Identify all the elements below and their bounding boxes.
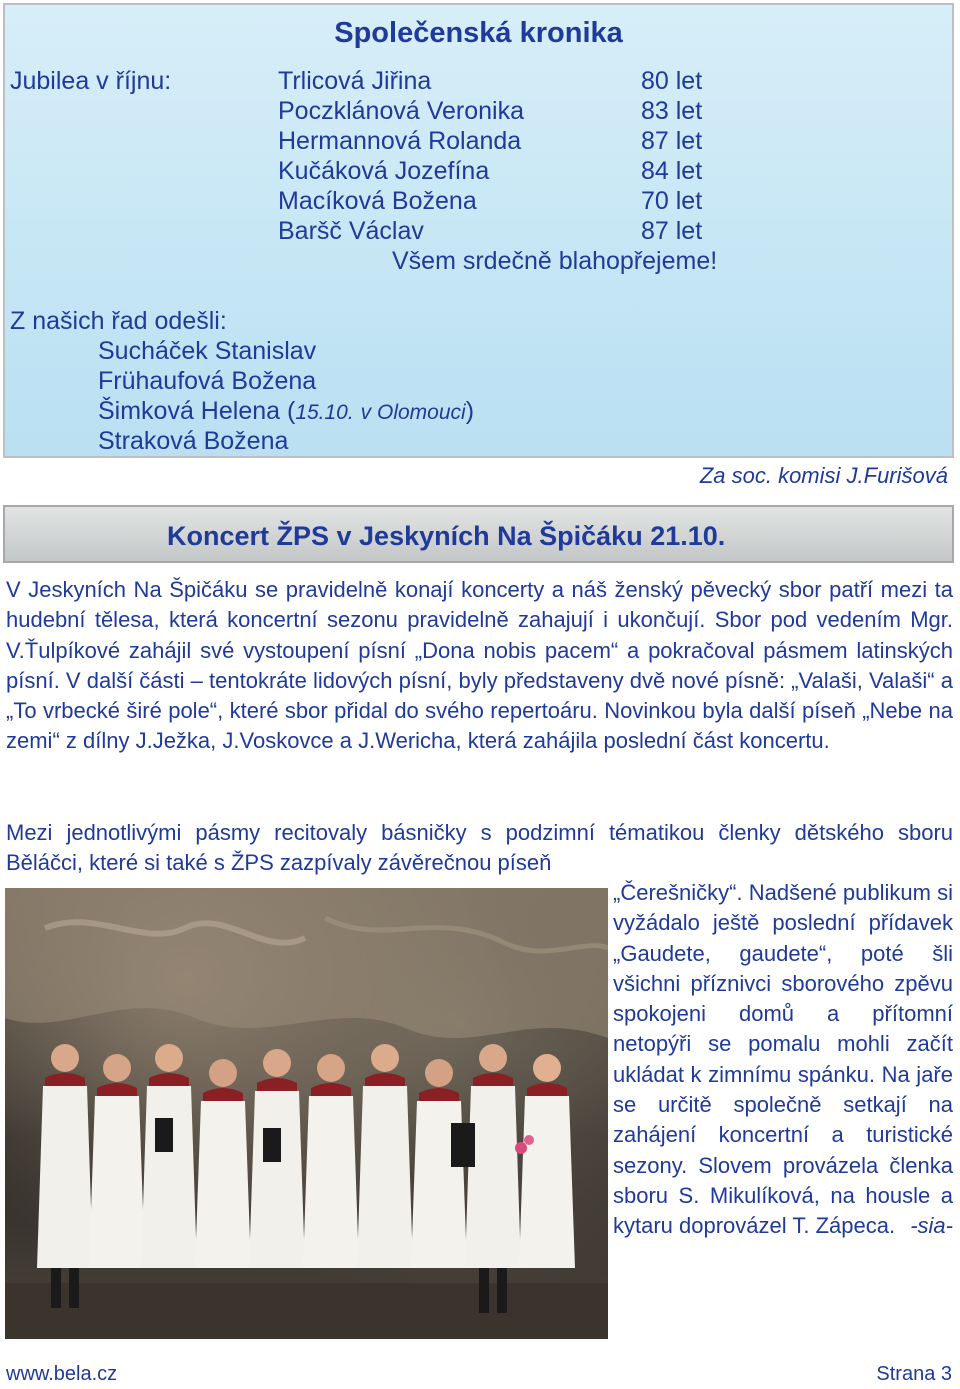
departed-item: Šimková Helena (15.10. v Olomouci) (98, 397, 475, 425)
departed-label: Z našich řad odešli: (10, 307, 227, 335)
jubilee-age: 70 let (641, 187, 703, 215)
jubilee-name: Poczklánová Veronika (278, 97, 524, 125)
congratulations: Všem srdečně blahopřejeme! (392, 247, 718, 275)
author-signature: -sia- (910, 1213, 953, 1239)
jubilee-name: Trlicová Jiřina (278, 67, 432, 95)
departed-name: Straková Božena (98, 427, 289, 455)
article-paragraph-2 (6, 818, 953, 879)
choir-illustration (5, 888, 608, 1339)
footer-url: www.bela.cz (6, 1363, 118, 1385)
page-number: Strana 3 (876, 1363, 952, 1385)
jubilee-age: 84 let (641, 157, 703, 185)
paragraph-text: Mezi jednotlivými pásmy recitovaly básničky s podzimní tématikou členky dětského sboru Běláčci, které si také s ŽPS zazpívaly závěrečnou píseň (6, 820, 953, 876)
jubilee-age: 87 let (641, 217, 703, 245)
choir-photo (5, 888, 608, 1339)
article-paragraph-3 (613, 878, 953, 1242)
departed-note-date: 15.10. (295, 401, 354, 424)
chronicle-title: Společenská kronika (334, 17, 623, 49)
concert-title: Koncert ŽPS v Jeskyních Na Špičáku 21.10. (167, 521, 726, 551)
jubilee-label: Jubilea v říjnu: (10, 67, 172, 95)
article-paragraph-1 (6, 575, 953, 757)
jubilee-age: 87 let (641, 127, 703, 155)
jubilee-age: 80 let (641, 67, 703, 95)
jubilee-name: Baršč Václav (278, 217, 424, 245)
chronicle-signature: Za soc. komisi J.Furišová (699, 463, 948, 488)
departed-note-place: v Olomouci (360, 401, 466, 424)
concert-header (3, 505, 954, 563)
jubilee-age: 83 let (641, 97, 703, 125)
social-chronicle-box (3, 3, 954, 458)
paragraph-text: „Čerešničky“. Nadšené publikum si vyžádalo ještě poslední přídavek „Gaudete, gaudete“, poté šli všichni příznivci sborového zpěvu spokojeni domů a přítomní netopýři se pomalu mohli začít ukládat k zimnímu spánku. Na jaře se určitě společně setkají na zahájení koncertní a turistické sezony. Slovem provázela členka sboru S. Mikulíková, na housle a kytaru doprovázel T. Zápeca. (613, 880, 953, 1239)
jubilee-name: Hermannová Rolanda (278, 127, 522, 155)
jubilee-name: Kučáková Jozefína (278, 157, 490, 185)
jubilee-name: Macíková Božena (278, 187, 477, 215)
departed-name: Frühaufová Božena (98, 367, 317, 395)
paragraph-text: V Jeskyních Na Špičáku se pravidelně konají koncerty a náš ženský pěvecký sbor patří mezi ta hudební tělesa, která koncertní sezonu pravidelně zahajují i ukončují. Sbor pod vedením Mgr. V.Ťulpíkové zahájil své vystoupení písní „Dona nobis pacem“ a pokračoval pásmem latinských písní. V další části – tentokráte lidových písní, byly představeny dvě nové písně: „Valaši, Valaši“ a „To vrbecké širé pole“, které sbor přidal do svého repertoáru. Novinkou byla další píseň „Nebe na zemi“ z dílny J.Ježka, J.Voskovce a J.Wericha, která zahájila poslední část koncertu. (6, 577, 953, 754)
departed-name: Šimková Helena (98, 397, 281, 425)
departed-name: Sucháček Stanislav (98, 337, 317, 365)
